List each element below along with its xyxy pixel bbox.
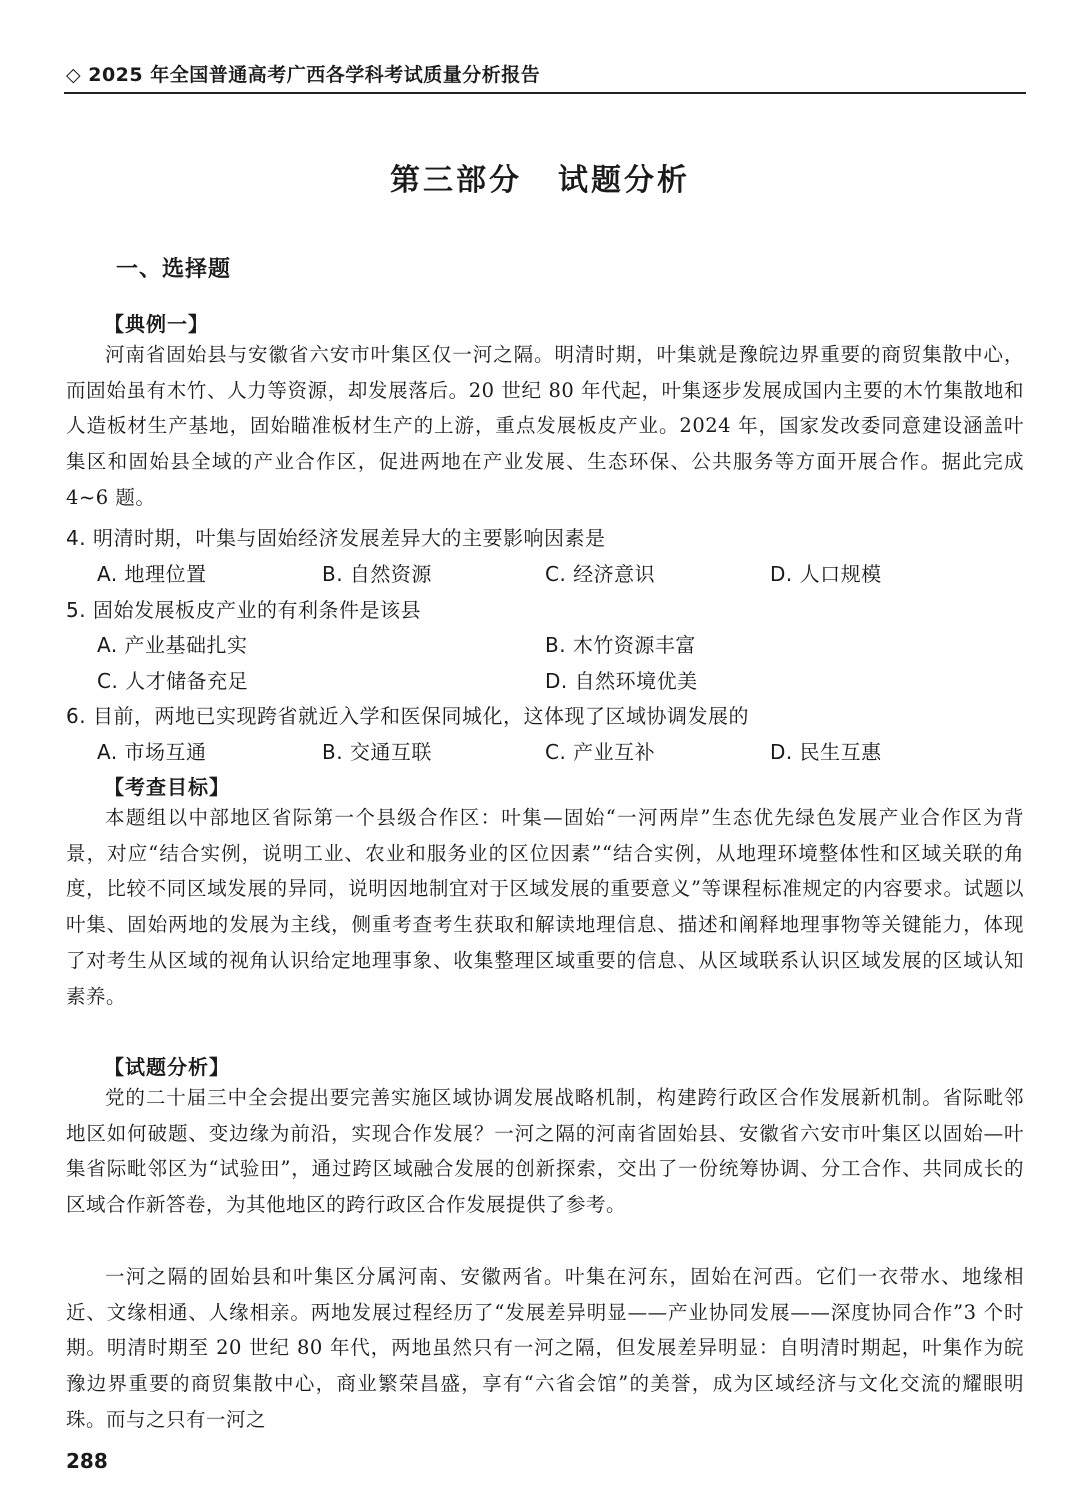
question-5-option-d: D. 自然环境优美: [545, 669, 698, 693]
section-heading: 一、选择题: [116, 257, 232, 282]
question-6-stem: 6. 目前，两地已实现跨省就近入学和医保同城化，这体现了区域协调发展的: [66, 704, 749, 728]
analysis-label: 【试题分析】: [104, 1055, 230, 1079]
part-title: [0, 155, 1080, 199]
running-header: ◇ 2025 年全国普通高考广西各学科考试质量分析报告: [66, 64, 541, 86]
question-5-option-b: B. 木竹资源丰富: [545, 633, 696, 657]
question-4-option-c: C. 经济意识: [545, 562, 656, 586]
part-label: 第三部分: [390, 163, 522, 198]
part-name: 试题分析: [558, 163, 690, 198]
question-6-option-b: B. 交通互联: [322, 740, 432, 764]
header-rule: [64, 92, 1026, 94]
question-6-option-c: C. 产业互补: [545, 740, 656, 764]
question-6-option-d: D. 民生互惠: [770, 740, 882, 764]
question-6-option-a: A. 市场互通: [97, 740, 207, 764]
analysis-paragraph-1: 党的二十届三中全会提出要完善实施区域协调发展战略机制，构建跨行政区合作发展新机制。省际毗邻地区如何破题、变边缘为前沿，实现合作发展？一河之隔的河南省固始县、安徽省六安市叶集区以固始—叶集省际毗邻区为“试验田”，通过跨区域融合发展的创新探索，交出了一份统筹协调、分工合作、共同成长的区域合作新答卷，为其他地区的跨行政区合作发展提供了参考。: [66, 1086, 1024, 1217]
question-5-stem: 5. 固始发展板皮产业的有利条件是该县: [66, 598, 421, 622]
page-number: 288: [66, 1449, 108, 1473]
question-4-stem: 4. 明清时期，叶集与固始经济发展差异大的主要影响因素是: [66, 526, 606, 550]
objective-text: 本题组以中部地区省际第一个县级合作区：叶集—固始“一河两岸”生态优先绿色发展产业合作区为背景，对应“结合实例，说明工业、农业和服务业的区位因素”“结合实例，从地理环境整体性和区域关联的角度，比较不同区域发展的异同，说明因地制宜对于区域发展的重要意义”等课程标准规定的内容要求。试题以叶集、固始两地的发展为主线，侧重考查考生获取和解读地理信息、描述和阐释地理事物等关键能力，体现了对考生从区域的视角认识给定地理事象、收集整理区域重要的信息、从区域联系认识区域发展的区域认知素养。: [66, 806, 1024, 1008]
question-5-option-a: A. 产业基础扎实: [97, 633, 248, 657]
question-4-option-a: A. 地理位置: [97, 562, 207, 586]
analysis-paragraph-2: 一河之隔的固始县和叶集区分属河南、安徽两省。叶集在河东，固始在河西。它们一衣带水、地缘相近、文缘相通、人缘相亲。两地发展过程经历了“发展差异明显——产业协同发展——深度协同合作”3 个时期。明清时期至 20 世纪 80 年代，两地虽然只有一河之隔，但发展差异明显：自明清时期起，叶集作为皖豫边界重要的商贸集散中心，商业繁荣昌盛，享有“六省会馆”的美誉，成为区域经济与文化交流的耀眼明珠。而与之只有一河之: [66, 1265, 1024, 1431]
objective-label: 【考查目标】: [104, 775, 230, 799]
example-stem: 河南省固始县与安徽省六安市叶集区仅一河之隔。明清时期，叶集就是豫皖边界重要的商贸集散中心，而固始虽有木竹、人力等资源，却发展落后。20 世纪 80 年代起，叶集逐步发展成国内主要的木竹集散地和人造板材生产基地，固始瞄准板材生产的上游，重点发展板皮产业。2024 年，国家发改委同意建设涵盖叶集区和固始县全域的产业合作区，促进两地在产业发展、生态环保、公共服务等方面开展合作。据此完成 4~6 题。: [66, 343, 1024, 509]
question-4-option-b: B. 自然资源: [322, 562, 432, 586]
question-4-option-d: D. 人口规模: [770, 562, 882, 586]
question-5-option-c: C. 人才储备充足: [97, 669, 249, 693]
example-label: 【典例一】: [104, 312, 209, 336]
